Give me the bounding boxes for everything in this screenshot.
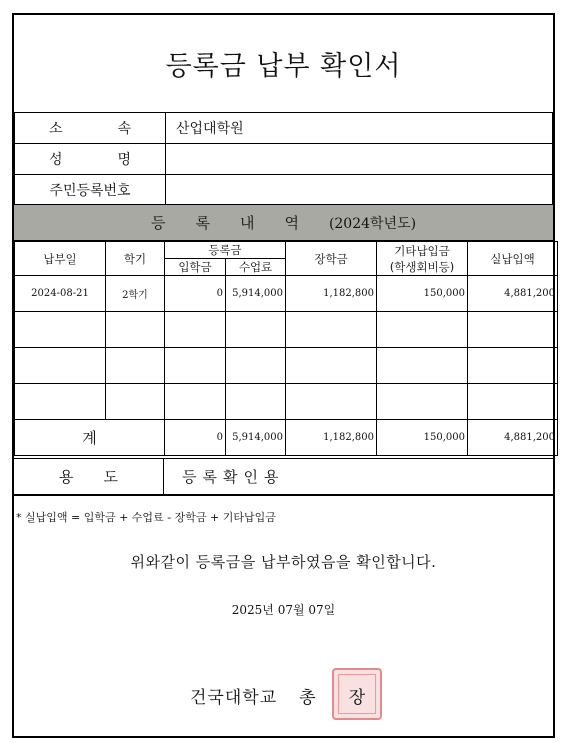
row-semester: 2학기	[106, 276, 165, 312]
id-value	[166, 175, 553, 206]
signer-title-a: 총	[299, 688, 317, 708]
row-date: 2024-08-21	[15, 276, 106, 312]
table-row	[15, 276, 558, 312]
usage-row	[14, 458, 553, 496]
id-row	[15, 175, 553, 206]
header-row-1	[15, 242, 558, 259]
usage-label	[14, 459, 164, 494]
formula-note: * 실납입액 = 입학금 + 수업료 - 장학금 + 기타납입금	[16, 511, 276, 524]
table-row-empty	[15, 312, 558, 348]
section-char-4: 역	[284, 214, 299, 232]
name-label	[15, 144, 166, 175]
row-scholarship: 1,182,800	[286, 276, 377, 312]
confirm-text: 위와같이 등록금을 납부하였음을 확인합니다.	[130, 553, 437, 571]
row-other: 150,000	[377, 276, 468, 312]
info-table	[14, 112, 553, 206]
usage-label-b: 도	[103, 468, 118, 486]
signer	[190, 683, 317, 708]
name-row	[15, 144, 553, 175]
document-title: 등록금 납부 확인서	[14, 15, 553, 113]
total-other: 150,000	[377, 420, 468, 456]
row-class-fee: 5,914,000	[226, 276, 286, 312]
table-row-empty	[15, 384, 558, 420]
header-other-fee-main: 기타납입금	[394, 243, 450, 258]
header-actual: 실납입액	[468, 242, 558, 276]
name-value	[166, 144, 553, 175]
total-row	[15, 420, 558, 456]
total-label: 계	[15, 420, 165, 456]
usage-label-a: 용	[59, 468, 74, 486]
section-header	[14, 204, 553, 241]
header-admission-fee: 입학금	[165, 259, 226, 276]
header-scholarship: 장학금	[286, 242, 377, 276]
header-tuition: 등록금	[165, 242, 286, 259]
payment-table	[14, 241, 558, 456]
name-label-b: 명	[117, 152, 131, 168]
total-admission: 0	[165, 420, 226, 456]
signer-title-b: 장	[348, 688, 366, 708]
header-pay-date: 납부일	[15, 242, 106, 276]
header-semester: 학기	[106, 242, 165, 276]
table-row-empty	[15, 348, 558, 384]
row-actual: 4,881,200	[468, 276, 558, 312]
section-char-3: 내	[239, 214, 255, 232]
section-char-1: 등	[150, 214, 166, 232]
affiliation-value: 산업대학원	[166, 113, 553, 144]
usage-value: 등록확인용	[182, 468, 285, 486]
header-other-fee	[377, 242, 468, 276]
id-label: 주민등록번호	[15, 175, 166, 206]
total-scholarship: 1,182,800	[286, 420, 377, 456]
row-admission: 0	[165, 276, 226, 312]
total-actual: 4,881,200	[468, 420, 558, 456]
affiliation-label	[15, 113, 166, 144]
name-label-a: 성	[49, 152, 63, 168]
certificate-frame	[12, 13, 555, 738]
section-char-2: 록	[195, 214, 210, 232]
issue-date: 2025년 07월 07일	[231, 603, 336, 617]
header-other-fee-sub: (학생회비등)	[389, 259, 455, 274]
section-year: (2024학년도)	[328, 215, 417, 232]
affiliation-label-a: 소	[49, 121, 63, 137]
signer-school: 건국대학교	[190, 688, 278, 708]
affiliation-label-b: 속	[117, 121, 131, 137]
total-class-fee: 5,914,000	[226, 420, 286, 456]
affiliation-row	[15, 113, 553, 144]
header-class-fee: 수업료	[226, 259, 286, 276]
